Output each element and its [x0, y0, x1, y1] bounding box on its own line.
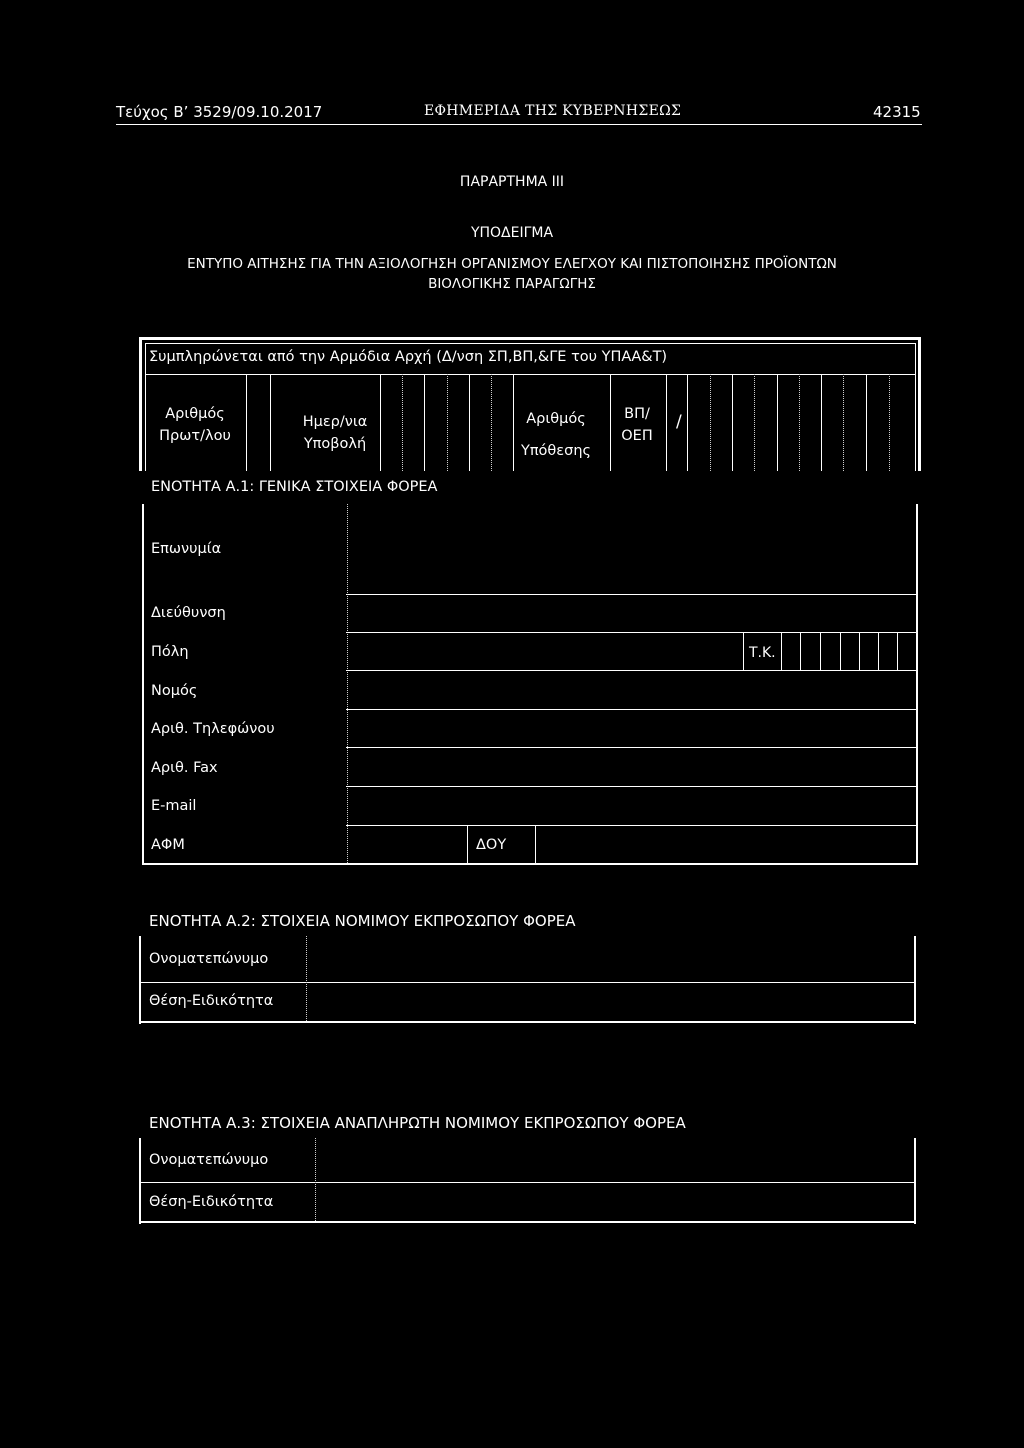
submission-date-label: Ημερ/νια Υποβολή [302, 414, 368, 452]
a3-full-name-label: Ονοματεπώνυμο [149, 1152, 269, 1168]
city-label: Πόλη [151, 644, 189, 660]
slash-mark: / [676, 412, 682, 432]
a2-position-label: Θέση-Ειδικότητα [149, 993, 274, 1009]
section-a3-title: ΕΝΟΤΗΤΑ Α.3: ΣΤΟΙΧΕΙΑ ΑΝΑΠΛΗΡΩΤΗ ΝΟΜΙΜΟΥ ΕΚΠΡΟΣΩΠΟΥ ΦΟΡΕΑ [149, 1114, 686, 1132]
email-label: E-mail [151, 798, 197, 814]
case-number-label: Αριθμός Υπόθεσης [520, 411, 592, 459]
issue-info: Τεύχος Β’ 3529/09.10.2017 [116, 103, 323, 121]
a3-position-label: Θέση-Ειδικότητα [149, 1194, 274, 1210]
protocol-number-label: Αριθμός Πρωτ/λου [159, 406, 231, 444]
header-rule [116, 124, 922, 125]
postal-code-label: Τ.Κ. [749, 645, 776, 661]
address-label: Διεύθυνση [151, 605, 226, 621]
form-title-line1: ΕΝΤΥΠΟ ΑΙΤΗΣΗΣ ΓΙΑ ΤΗΝ ΑΞΙΟΛΟΓΗΣΗ ΟΡΓΑΝΙΣΜΟΥ ΕΛΕΓΧΟΥ ΚΑΙ ΠΙΣΤΟΠΟΙΗΣΗΣ ΠΡΟΪΟΝΤΩΝ [187, 256, 837, 272]
section-a2-title: ΕΝΟΤΗΤΑ Α.2: ΣΤΟΙΧΕΙΑ ΝΟΜΙΜΟΥ ΕΚΠΡΟΣΩΠΟΥ ΦΟΡΕΑ [149, 912, 576, 930]
tax-office-label: ΔΟΥ [476, 837, 507, 853]
gazette-title: ΕΦΗΜΕΡΙΔΑ ΤΗΣ ΚΥΒΕΡΝΗΣΕΩΣ [424, 103, 682, 119]
form-title-line2: ΒΙΟΛΟΓΙΚΗΣ ΠΑΡΑΓΩΓΗΣ [428, 276, 596, 292]
page-number: 42315 [873, 103, 921, 121]
bp-oep-label: ΒΠ/ ΟΕΠ [621, 406, 653, 444]
fax-label: Αριθ. Fax [151, 760, 218, 776]
appendix-title: ΠΑΡΑΡΤΗΜΑ ΙΙΙ [459, 174, 565, 190]
authority-caption: Συμπληρώνεται από την Αρμόδια Αρχή (Δ/νση ΣΠ,ΒΠ,&ΓΕ του ΥΠΑΑ&Τ) [149, 349, 668, 365]
a2-full-name-label: Ονοματεπώνυμο [149, 951, 269, 967]
phone-label: Αριθ. Τηλεφώνου [151, 721, 275, 737]
name-label: Επωνυμία [151, 541, 222, 557]
section-a1-title: ΕΝΟΤΗΤΑ Α.1: ΓΕΝΙΚΑ ΣΤΟΙΧΕΙΑ ΦΟΡΕΑ [151, 479, 438, 495]
prefecture-label: Νομός [151, 683, 198, 699]
vat-label: ΑΦΜ [151, 837, 185, 853]
sample-title: ΥΠΟΔΕΙΓΜΑ [470, 225, 554, 241]
